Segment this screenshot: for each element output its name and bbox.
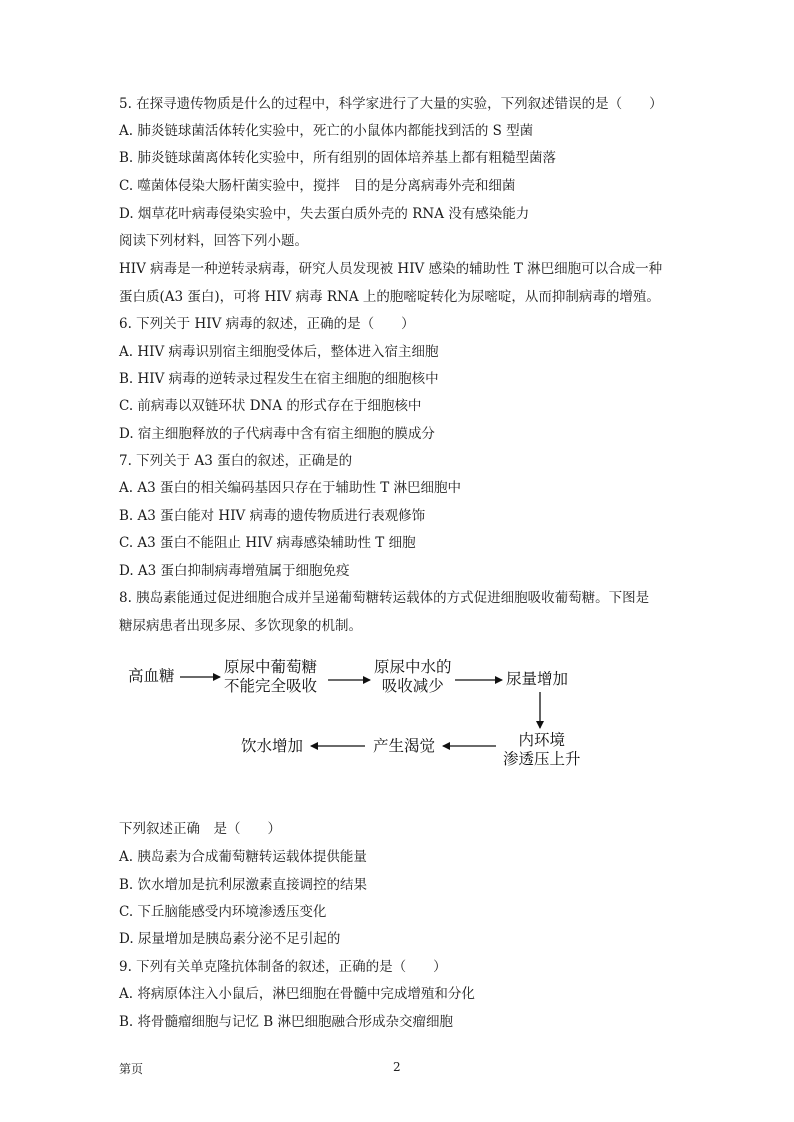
- q6-option-a: A. HIV 病毒识别宿主细胞受体后，整体进入宿主细胞: [119, 344, 439, 360]
- node-water-line-1: 原尿中水的: [374, 658, 452, 676]
- q6-stem: 6. 下列关于 HIV 病毒的叙述，正确的是（ ）: [119, 316, 415, 332]
- q7-option-a: A. A3 蛋白的相关编码基因只存在于辅助性 T 淋巴细胞中: [119, 480, 462, 496]
- q8-option-d: D. 尿量增加是胰岛素分泌不足引起的: [119, 931, 341, 947]
- q9-option-a: A. 将病原体注入小鼠后，淋巴细胞在骨髓中完成增殖和分化: [119, 986, 475, 1002]
- node-osmotic-line-1: 内环境: [518, 731, 566, 749]
- node-osmotic-line-2: 渗透压上升: [503, 750, 581, 768]
- node-thirst: 产生渴觉: [373, 737, 436, 755]
- q6-option-d: D. 宿主细胞释放的子代病毒中含有宿主细胞的膜成分: [119, 426, 435, 442]
- node-high-glucose: 高血糖: [128, 667, 175, 685]
- material-line-2: 蛋白质(A3 蛋白)，可将 HIV 病毒 RNA 上的胞嘧啶转化为尿嘧啶，从而抑制病毒的增殖。: [119, 289, 660, 305]
- q5-option-b: B. 肺炎链球菌离体转化实验中，所有组别的固体培养基上都有粗糙型菌落: [119, 150, 557, 166]
- q8-stem-line-2: 糖尿病患者出现多尿、多饮现象的机制。: [119, 618, 362, 634]
- q7-option-b: B. A3 蛋白能对 HIV 病毒的遗传物质进行表观修饰: [119, 508, 426, 524]
- q8-option-c: C. 下丘脑能感受内环境渗透压变化: [119, 904, 327, 920]
- q5-option-a: A. 肺炎链球菌活体转化实验中，死亡的小鼠体内都能找到活的 S 型菌: [119, 123, 534, 139]
- q5-option-d: D. 烟草花叶病毒侵染实验中，失去蛋白质外壳的 RNA 没有感染能力: [119, 206, 530, 222]
- q8-option-a: A. 胰岛素为合成葡萄糖转运载体提供能量: [119, 849, 367, 865]
- node-drinking-increase: 饮水增加: [241, 737, 304, 755]
- node-water-line-2: 吸收减少: [381, 677, 444, 695]
- q7-stem: 7. 下列关于 A3 蛋白的叙述，正确是的: [119, 453, 353, 469]
- q5-option-c: C. 噬菌体侵染大肠杆菌实验中，搅拌 目的是分离病毒外壳和细菌: [119, 178, 516, 194]
- q6-option-b: B. HIV 病毒的逆转录过程发生在宿主细胞的细胞核中: [119, 371, 439, 387]
- q8-question: 下列叙述正确 是（ ）: [119, 821, 281, 837]
- q7-option-d: D. A3 蛋白抑制病毒增殖属于细胞免疫: [119, 563, 350, 579]
- footer-page-number: 2: [393, 1060, 401, 1074]
- q6-option-c: C. 前病毒以双链环状 DNA 的形式存在于细胞核中: [119, 398, 422, 414]
- q8-stem-line-1: 8. 胰岛素能通过促进细胞合成并呈递葡萄糖转运载体的方式促进细胞吸收葡萄糖。下图是: [119, 590, 650, 606]
- node-glucose-line-2: 不能完全吸收: [224, 677, 318, 695]
- q9-stem: 9. 下列有关单克隆抗体制备的叙述，正确的是（ ）: [119, 959, 447, 975]
- material-line-1: HIV 病毒是一种逆转录病毒，研究人员发现被 HIV 感染的辅助性 T 淋巴细胞可以合成一种: [119, 261, 663, 277]
- reading-instruction: 阅读下列材料，回答下列小题。: [119, 233, 308, 249]
- node-urine-increase: 尿量增加: [506, 670, 569, 688]
- q5-stem: 5. 在探寻遗传物质是什么的过程中，科学家进行了大量的实验，下列叙述错误的是（ ）: [119, 96, 663, 112]
- footer-page-label: 第页: [119, 1062, 144, 1076]
- q7-option-c: C. A3 蛋白不能阻止 HIV 病毒感染辅助性 T 细胞: [119, 535, 416, 551]
- q9-option-b: B. 将骨髓瘤细胞与记忆 B 淋巴细胞融合形成杂交瘤细胞: [119, 1014, 454, 1030]
- node-glucose-line-1: 原尿中葡萄糖: [224, 658, 318, 676]
- q8-option-b: B. 饮水增加是抗利尿激素直接调控的结果: [119, 877, 368, 893]
